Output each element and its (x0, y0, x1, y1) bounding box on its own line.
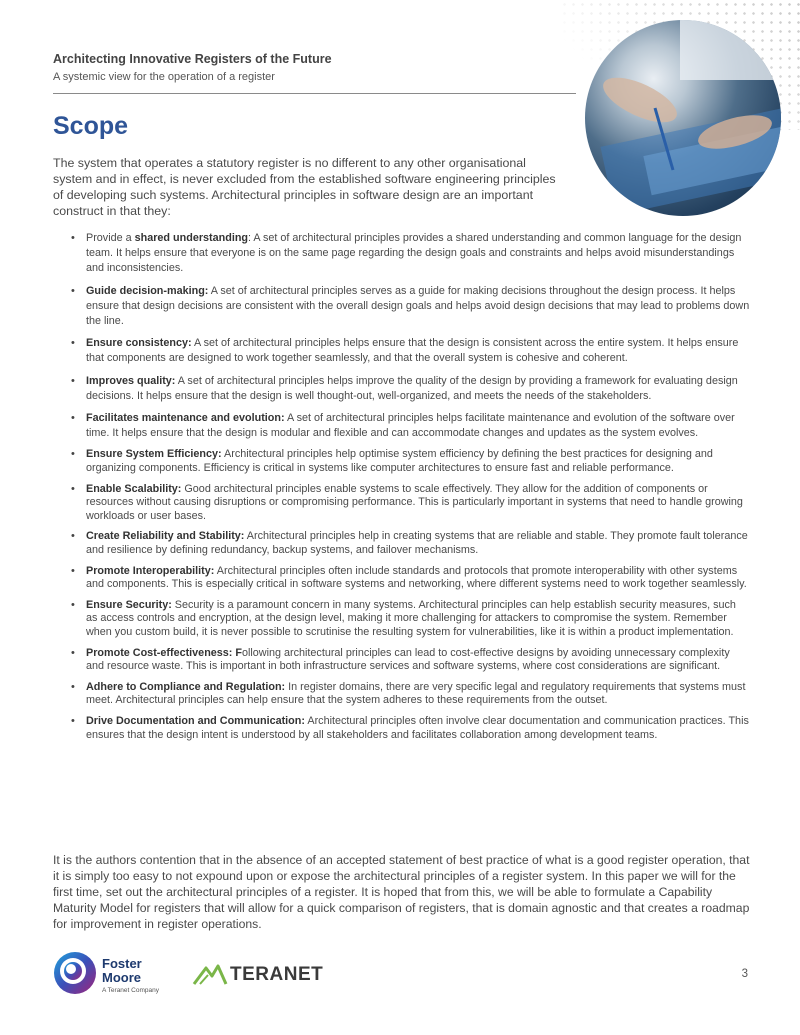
bullet-icon: • (71, 646, 75, 659)
principle-description: Architectural principles often include standards and protocols that promote interoperability with other systems and components. This is especially critical in software systems and networking, where different systems need to work together seamlessly. (86, 564, 747, 591)
foster-moore-logo-text-2: Moore (102, 970, 141, 985)
bullet-icon: • (71, 232, 75, 244)
principle-item (70, 336, 750, 366)
principle-term: Promote Interoperability: (86, 564, 215, 577)
bullet-icon: • (71, 284, 75, 297)
bullet-icon: • (71, 337, 75, 350)
bullet-icon: • (71, 564, 75, 577)
principle-item (70, 231, 750, 277)
principle-description: A set of architectural principles helps improve the quality of the design by providing a framework for evaluating design decisions. It helps ensure that the design is well thought-out, well-organized, and meets the needs of the stakeholders. (86, 374, 738, 402)
teranet-logo-icon (192, 962, 228, 988)
principle-description: Architectural principles often involve clear documentation and communication practices. This ensures that the design intent is understood by all stakeholders and facilitates collaboration among development teams. (86, 714, 749, 741)
header-subtitle: A systemic view for the operation of a register (53, 71, 275, 83)
bullet-icon: • (71, 598, 75, 611)
principle-description: A set of architectural principles helps facilitate maintenance and evolution of the software over time. It helps ensure that the design is modular and flexible and can accommodate changes and updates as the system evolves. (86, 412, 735, 440)
principle-description: Architectural principles help optimise system efficiency by defining the best practices for designing and organizing components. Efficiency is critical in systems like computer architectures to ensure fast and reliable performance. (86, 448, 713, 475)
principle-term: Ensure System Efficiency: (86, 448, 222, 461)
principle-item (70, 374, 750, 404)
header-divider (53, 93, 576, 94)
bullet-icon: • (71, 680, 75, 693)
principle-item (70, 599, 750, 640)
principle-description: A set of architectural principles helps ensure that the design is consistent across the entire system. It helps ensure that components are designed to work together seamlessly, and that the overall system is cohesive and coherent. (86, 337, 739, 365)
principle-description: ollowing architectural principles can lead to cost-effective designs by avoiding unnecessary complexity and resource waste. This is important in both infrastructure services and software systems, where cost considerations are significant. (86, 646, 730, 673)
principles-list (70, 231, 750, 749)
teranet-logo (192, 962, 332, 988)
principle-description: A set of architectural principles serves as a guide for making decisions throughout the design process. It helps ensure that design decisions are consistent with the overall design goals and helps avoid design decisions that may lead to problems down the line. (86, 284, 750, 328)
principle-term: Adhere to Compliance and Regulation: (86, 680, 286, 693)
principle-item (70, 715, 750, 742)
principle-item (70, 411, 750, 441)
bullet-icon: • (71, 530, 75, 543)
principle-term: Facilitates maintenance and evolution: (86, 412, 285, 425)
section-title: Scope (53, 112, 129, 140)
bullet-icon: • (71, 412, 75, 425)
foster-moore-logo-text-1: Foster (102, 956, 142, 971)
page-number: 3 (741, 968, 748, 980)
principle-term: Create Reliability and Stability: (86, 530, 245, 543)
header-photo (585, 20, 781, 216)
foster-moore-logo (52, 950, 172, 998)
bullet-icon: • (71, 482, 75, 495)
principle-term: Promote Cost-effectiveness: F (86, 646, 242, 659)
principle-description: Architectural principles help in creating systems that are reliable and stable. They promote fault tolerance and resilience by defining redundancy, backup systems, and failover mechanisms. (86, 530, 748, 556)
principle-item (70, 530, 750, 557)
principle-description: In register domains, there are very specific legal and regulatory requirements that systems must meet. Architectural principles can help ensure that the system adheres to these requirements from the outset. (86, 680, 746, 707)
principle-item (70, 448, 750, 475)
principle-term: Drive Documentation and Communication: (86, 714, 305, 727)
foster-moore-tagline: A Teranet Company (102, 987, 159, 994)
principle-term: Ensure Security: (86, 598, 172, 611)
header-title: Architecting Innovative Registers of the Future (53, 52, 332, 66)
bullet-icon: • (71, 448, 75, 461)
principle-item (70, 284, 750, 330)
principle-term: Ensure consistency: (86, 337, 192, 350)
principle-term: Improves quality: (86, 374, 176, 387)
principle-prefix: Provide a (86, 232, 135, 244)
principle-description: Good architectural principles enable systems to scale effectively. They allow for the addition of components or resources without causing disruptions or compromising performance. This is particularly important in systems that need to handle growing workloads or user bases. (86, 482, 743, 522)
bullet-icon: • (71, 714, 75, 727)
principle-term: Enable Scalability: (86, 482, 182, 495)
principle-term: shared understanding (134, 232, 249, 244)
principle-item (70, 483, 750, 524)
teranet-logo-text: TERANET (230, 964, 324, 985)
principle-item (70, 647, 750, 674)
principle-item (70, 681, 750, 708)
principle-item (70, 565, 750, 592)
principle-term: Guide decision-making: (86, 284, 209, 297)
principle-description: Security is a paramount concern in many systems. Architectural principles can help establish security measures, such as access controls and encryption, at the design level, making it more challenging for attackers to compromise the system. Remember when you custom build, it is never possible to scrutinise the resulting system for vulnerabilities, like it is within a product implementation. (86, 598, 736, 638)
intro-paragraph: The system that operates a statutory register is no different to any other organisational system and in effect, is never excluded from the established software engineering principles of developing such systems. Architectural principles in software design are an important construct in that they: (53, 156, 556, 218)
bullet-icon: • (71, 374, 75, 387)
foster-moore-logo-icon (52, 950, 98, 996)
closing-paragraph: It is the authors contention that in the absence of an accepted statement of best practice of what is a good register operation, that it is simply too easy to not expound upon or expose the architectural principles of a register system. In this paper we will for the first time, set out the architectural principles of a register. It is hoped that from this, we will be able to formulate a Capability Maturity Model for registers that will allow for a quick comparison of registers, that is domain agnostic and that creates a roadmap for improvement in register operations. (53, 853, 750, 931)
principle-description: : A set of architectural principles provides a shared understanding and common language for the design team. It helps ensure that everyone is on the same page regarding the design goals and constraints and helps avoid misunderstandings and inconsistencies. (86, 232, 742, 275)
